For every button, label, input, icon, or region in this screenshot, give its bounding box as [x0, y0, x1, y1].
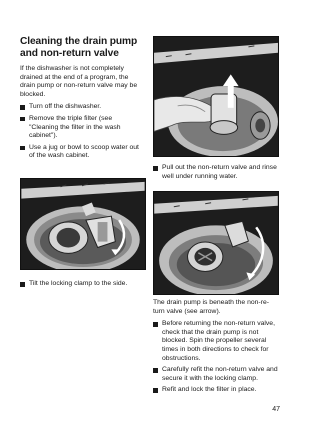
bullet-square-icon	[20, 146, 25, 151]
bullet-square-icon	[153, 322, 158, 327]
left-steps-list	[20, 103, 140, 161]
right-text-block	[153, 299, 279, 398]
bullet-square-icon	[153, 368, 158, 373]
step-item: Refit and lock the filter in place.	[153, 386, 279, 395]
bullet-square-icon	[153, 388, 158, 393]
step-item: Before returning the non-return valve, check that the drain pump is not blocked. Spin the propeller several times in both directions to check for obstructions.	[153, 320, 279, 363]
pull-out-valve-illustration	[154, 37, 278, 156]
figure-drain-pump	[153, 191, 279, 295]
right-steps-list	[153, 320, 279, 395]
figure-pull-out-valve	[153, 36, 279, 157]
pump-note: The drain pump is beneath the non-re-turn valve (see arrow).	[153, 299, 269, 315]
step-item: Use a jug or bowl to scoop water out of the wash cabinet.	[20, 144, 140, 161]
right-step-after-figure1-list	[153, 164, 279, 181]
bullet-square-icon	[20, 282, 25, 287]
bullet-square-icon	[20, 105, 25, 110]
section-heading: Cleaning the drain pump and non-return valve	[20, 36, 138, 59]
step-item: Carefully refit the non-return valve and secure it with the locking clamp.	[153, 366, 279, 383]
step-item: Tilt the locking clamp to the side.	[20, 280, 140, 289]
left-step-after-figure-block	[20, 276, 140, 292]
drain-pump-illustration	[154, 192, 278, 294]
left-step-after-figure-list	[20, 280, 140, 289]
figure-locking-clamp	[20, 178, 146, 270]
locking-clamp-illustration	[21, 179, 145, 269]
left-column	[20, 36, 140, 164]
bullet-square-icon	[153, 166, 158, 171]
step-item: Remove the triple filter (see "Cleaning the filter in the wash cabinet").	[20, 115, 140, 141]
right-step-after-figure1-block	[153, 160, 279, 184]
intro-paragraph: If the dishwasher is not completely drained at the end of a program, the drain pump or non-return valve may be blocked.	[20, 65, 138, 98]
step-item: Turn off the dishwasher.	[20, 103, 140, 112]
bullet-square-icon	[20, 117, 25, 122]
step-item: Pull out the non-return valve and rinse well under running water.	[153, 164, 279, 181]
page-number: 47	[272, 406, 280, 413]
